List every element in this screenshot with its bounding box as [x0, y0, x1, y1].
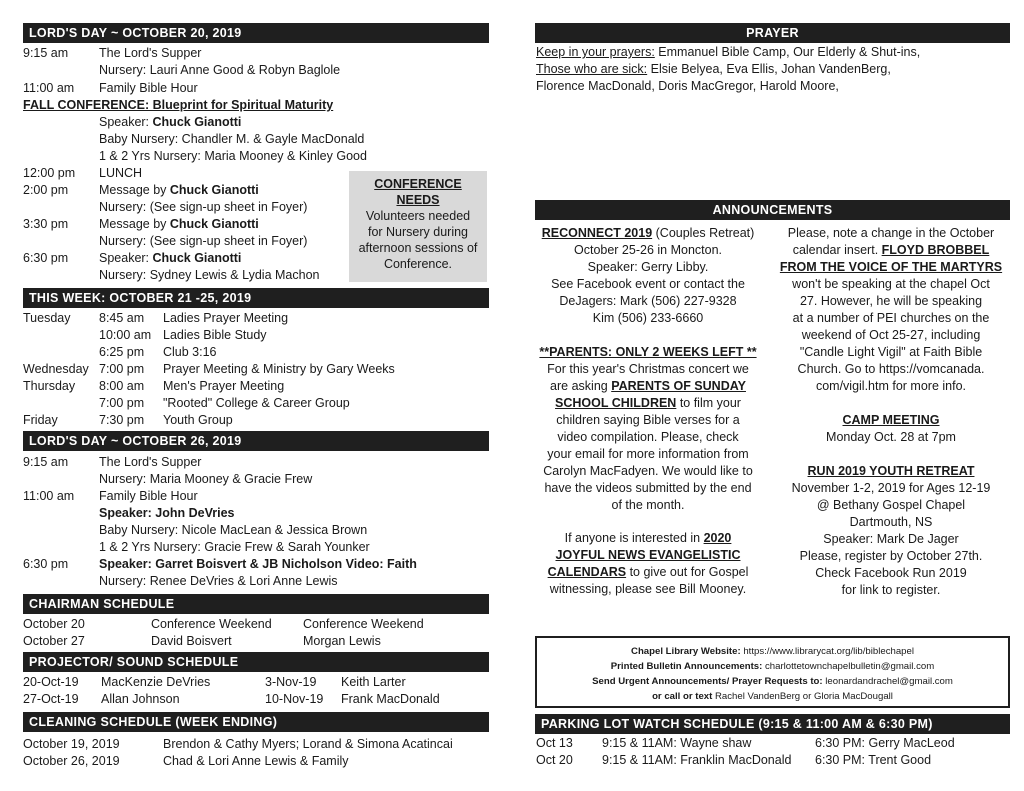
urgent-email: leonardandrachel@gmail.com	[822, 676, 953, 687]
note-line: at a number of PEI churches on the	[792, 311, 990, 325]
run-line: Dartmouth, NS	[849, 515, 933, 529]
needs-line: afternoon sessions of	[358, 241, 478, 255]
week-time: 10:00 am	[99, 328, 152, 342]
week-day: Tuesday	[23, 311, 71, 325]
speaker-label: Speaker:	[99, 251, 153, 265]
time-330: 3:30 pm	[23, 217, 69, 231]
time-630: 6:30 pm	[23, 251, 69, 265]
time-1100: 11:00 am	[23, 489, 75, 503]
fall-conference-title: FALL CONFERENCE: Blueprint for Spiritual Maturity	[23, 98, 334, 112]
nursery-330: Nursery: (See sign-up sheet in Foyer)	[99, 234, 308, 248]
call-names: Rachel VandenBerg or Gloria MacDougall	[712, 691, 893, 702]
speaker-name: Chuck Gianotti	[152, 115, 242, 129]
proj-name: Keith Larter	[341, 675, 406, 689]
park-am: 9:15 & 11AM: Franklin MacDonald	[602, 753, 792, 767]
speaker-1100: Speaker: John DeVries	[99, 506, 235, 520]
reconnect-line: Speaker: Gerry Libby.	[587, 260, 709, 274]
cal-highlight: JOYFUL NEWS EVANGELISTIC	[555, 548, 741, 562]
week-event: Men's Prayer Meeting	[163, 379, 285, 393]
time-1200: 12:00 pm	[23, 166, 76, 180]
speaker-name: Chuck Gianotti	[152, 251, 242, 265]
yrs-nursery: 1 & 2 Yrs Nursery: Gracie Frew & Sarah Younker	[99, 540, 370, 554]
time-1100: 11:00 am	[23, 81, 75, 95]
message-330	[99, 216, 259, 233]
proj-date: 3-Nov-19	[265, 675, 317, 689]
parents-line: For this year's Christmas concert we	[547, 362, 749, 376]
parents-line: Carolyn MacFadyen. We would like to	[543, 464, 753, 478]
week-day: Wednesday	[23, 362, 89, 376]
bulletin-email: charlottetownchapelbulletin@gmail.com	[762, 661, 935, 672]
note-highlight: FROM THE VOICE OF THE MARTYRS	[779, 260, 1003, 274]
chair-am: Conference Weekend	[151, 617, 272, 631]
chair-date: October 27	[23, 634, 85, 648]
week-event: Club 3:16	[163, 345, 217, 359]
speaker-630	[99, 250, 241, 267]
run-line: Speaker: Mark De Jager	[823, 532, 959, 546]
run-title: RUN 2019 YOUTH RETREAT	[807, 464, 975, 478]
contact-info-box	[535, 636, 1010, 708]
clean-date: October 26, 2019	[23, 754, 120, 768]
conference-needs-title: CONFERENCE	[374, 177, 462, 191]
proj-date: 20-Oct-19	[23, 675, 79, 689]
parents-line: are asking	[550, 379, 612, 393]
time-630: 6:30 pm	[23, 557, 69, 571]
camp-title: CAMP MEETING	[842, 413, 940, 427]
time-915: 9:15 am	[23, 455, 69, 469]
reconnect-announcement	[529, 225, 767, 327]
conference-speaker	[99, 114, 241, 131]
cal-line: witnessing, please see Bill Mooney.	[549, 582, 747, 596]
conference-needs-box	[349, 171, 487, 282]
run-retreat-announcement	[770, 463, 1012, 599]
lords-supper: The Lord's Supper	[99, 46, 202, 60]
run-line: November 1-2, 2019 for Ages 12-19	[791, 481, 991, 495]
speaker-630: Speaker: Garret Boisvert & JB Nicholson Video: Faith	[99, 557, 417, 571]
cal-line: to give out for Gospel	[626, 565, 749, 579]
parents-title: **PARENTS: ONLY 2 WEEKS LEFT **	[539, 345, 757, 359]
chair-pm: Conference Weekend	[303, 617, 424, 631]
proj-date: 27-Oct-19	[23, 692, 79, 706]
message-200	[99, 182, 259, 199]
reconnect-line: See Facebook event or contact the	[551, 277, 745, 291]
note-line: won't be speaking at the chapel Oct	[792, 277, 990, 291]
projector-header: PROJECTOR/ SOUND SCHEDULE	[23, 652, 489, 672]
reconnect-sub: (Couples Retreat)	[652, 226, 755, 240]
parking-header: PARKING LOT WATCH SCHEDULE (9:15 & 11:00 AM & 6:30 PM)	[535, 714, 1010, 734]
conference-needs-title-2: NEEDS	[396, 193, 440, 207]
parents-line: have the videos submitted by the end	[544, 481, 752, 495]
week-event: Prayer Meeting & Ministry by Gary Weeks	[163, 362, 395, 376]
time-200: 2:00 pm	[23, 183, 69, 197]
run-line: Please, register by October 27th.	[799, 549, 983, 563]
parents-line: children saying Bible verses for a	[556, 413, 740, 427]
needs-line: for Nursery during	[367, 225, 469, 239]
parents-line: to film your	[676, 396, 741, 410]
chair-pm: Morgan Lewis	[303, 634, 381, 648]
week-time: 7:00 pm	[99, 362, 145, 376]
parents-announcement	[529, 344, 767, 514]
yrs-nursery: 1 & 2 Yrs Nursery: Maria Mooney & Kinley Good	[99, 149, 367, 163]
proj-date: 10-Nov-19	[265, 692, 324, 706]
message-label: Message by	[99, 217, 170, 231]
week-time: 6:25 pm	[99, 345, 145, 359]
baby-nursery: Baby Nursery: Chandler M. & Gayle MacDonald	[99, 132, 365, 146]
week-event: Ladies Prayer Meeting	[163, 311, 289, 325]
park-pm: 6:30 PM: Gerry MacLeod	[815, 736, 955, 750]
needs-line: Volunteers needed	[365, 209, 471, 223]
run-line: Check Facebook Run 2019	[815, 566, 967, 580]
baby-nursery: Baby Nursery: Nicole MacLean & Jessica Brown	[99, 523, 368, 537]
cal-highlight: 2020	[703, 531, 732, 545]
nursery-630: Nursery: Renee DeVries & Lori Anne Lewis	[99, 574, 338, 588]
nursery-630: Nursery: Sydney Lewis & Lydia Machon	[99, 268, 320, 282]
announcements-header: ANNOUNCEMENTS	[535, 200, 1010, 220]
needs-line: Conference.	[383, 257, 453, 271]
proj-name: Allan Johnson	[101, 692, 180, 706]
week-time: 8:00 am	[99, 379, 145, 393]
note-line: 27. However, he will be speaking	[799, 294, 983, 308]
park-am: 9:15 & 11AM: Wayne shaw	[602, 736, 752, 750]
week-event: Youth Group	[163, 413, 233, 427]
prayer-sick	[536, 61, 891, 78]
week-time: 7:00 pm	[99, 396, 145, 410]
week-event: Ladies Bible Study	[163, 328, 267, 342]
week-day: Thursday	[23, 379, 76, 393]
sick-text: Elsie Belyea, Eva Ellis, Johan VandenBerg,	[647, 62, 891, 76]
week-time: 7:30 pm	[99, 413, 145, 427]
message-speaker: Chuck Gianotti	[169, 217, 259, 231]
library-url: https://www.librarycat.org/lib/biblechapel	[740, 646, 914, 657]
note-line: com/vigil.htm for more info.	[815, 379, 967, 393]
message-label: Message by	[99, 183, 170, 197]
parents-line: your email for more information from	[547, 447, 749, 461]
parents-line: video compilation. Please, check	[557, 430, 739, 444]
clean-names: Brendon & Cathy Myers; Lorand & Simona Acatincai	[163, 737, 453, 751]
clean-date: October 19, 2019	[23, 737, 120, 751]
speaker-label: Speaker:	[99, 115, 153, 129]
lords-day-oct26-header: LORD'S DAY ~ OCTOBER 26, 2019	[23, 431, 489, 451]
lords-supper: The Lord's Supper	[99, 455, 202, 469]
library-label: Chapel Library Website:	[631, 646, 741, 657]
week-time: 8:45 am	[99, 311, 145, 325]
note-line: Please, note a change in the October	[787, 226, 995, 240]
note-line: weekend of Oct 25-27, including	[801, 328, 981, 342]
camp-meeting-announcement	[770, 412, 1012, 446]
nursery-915: Nursery: Maria Mooney & Gracie Frew	[99, 472, 313, 486]
keep-text: Emmanuel Bible Camp, Our Elderly & Shut-ins,	[654, 45, 921, 59]
lords-day-oct20-header: LORD'S DAY ~ OCTOBER 20, 2019	[23, 23, 489, 43]
keep-label: Keep in your prayers:	[536, 45, 655, 59]
cleaning-header: CLEANING SCHEDULE (WEEK ENDING)	[23, 712, 489, 732]
park-date: Oct 13	[536, 736, 573, 750]
family-bible-hour: Family Bible Hour	[99, 489, 198, 503]
chair-am: David Boisvert	[151, 634, 232, 648]
cal-line: If anyone is interested in	[564, 531, 704, 545]
vom-announcement	[770, 225, 1012, 395]
chair-date: October 20	[23, 617, 85, 631]
park-pm: 6:30 PM: Trent Good	[815, 753, 932, 767]
nursery-200: Nursery: (See sign-up sheet in Foyer)	[99, 200, 308, 214]
proj-name: Frank MacDonald	[341, 692, 440, 706]
urgent-label: Send Urgent Announcements/ Prayer Requests to:	[592, 676, 823, 687]
park-date: Oct 20	[536, 753, 573, 767]
chairman-header: CHAIRMAN SCHEDULE	[23, 594, 489, 614]
camp-text: Monday Oct. 28 at 7pm	[826, 430, 956, 444]
run-line: for link to register.	[841, 583, 941, 597]
reconnect-line: Kim (506) 233-6660	[592, 311, 704, 325]
note-line: "Candle Light Vigil" at Faith Bible	[799, 345, 983, 359]
nursery-915: Nursery: Lauri Anne Good & Robyn Baglole	[99, 63, 341, 77]
prayer-header: PRAYER	[535, 23, 1010, 43]
parents-highlight: PARENTS OF SUNDAY	[611, 379, 746, 393]
calendars-announcement	[529, 530, 767, 598]
parents-line: of the month.	[611, 498, 685, 512]
reconnect-line: DeJagers: Mark (506) 227-9328	[559, 294, 737, 308]
note-highlight: FLOYD BROBBEL	[881, 243, 990, 257]
reconnect-line: October 25-26 in Moncton.	[574, 243, 722, 257]
parents-highlight: SCHOOL CHILDREN	[555, 396, 677, 410]
note-line: calendar insert.	[792, 243, 882, 257]
bulletin-label: Printed Bulletin Announcements:	[610, 661, 763, 672]
sick-label: Those who are sick:	[536, 62, 648, 76]
reconnect-title: RECONNECT 2019	[541, 226, 653, 240]
clean-names: Chad & Lori Anne Lewis & Family	[163, 754, 349, 768]
message-speaker: Chuck Gianotti	[169, 183, 259, 197]
family-bible-hour: Family Bible Hour	[99, 81, 198, 95]
week-day: Friday	[23, 413, 58, 427]
note-line: Church. Go to https://vomcanada.	[797, 362, 985, 376]
this-week-header: THIS WEEK: OCTOBER 21 -25, 2019	[23, 288, 489, 308]
proj-name: MacKenzie DeVries	[101, 675, 211, 689]
week-event: "Rooted" College & Career Group	[163, 396, 350, 410]
prayer-line3: Florence MacDonald, Doris MacGregor, Harold Moore,	[536, 79, 839, 93]
run-line: @ Bethany Gospel Chapel	[816, 498, 966, 512]
cal-highlight: CALENDARS	[547, 565, 627, 579]
call-label: or call or text	[652, 691, 713, 702]
time-915: 9:15 am	[23, 46, 69, 60]
prayer-keep	[536, 44, 920, 61]
lunch: LUNCH	[99, 166, 143, 180]
